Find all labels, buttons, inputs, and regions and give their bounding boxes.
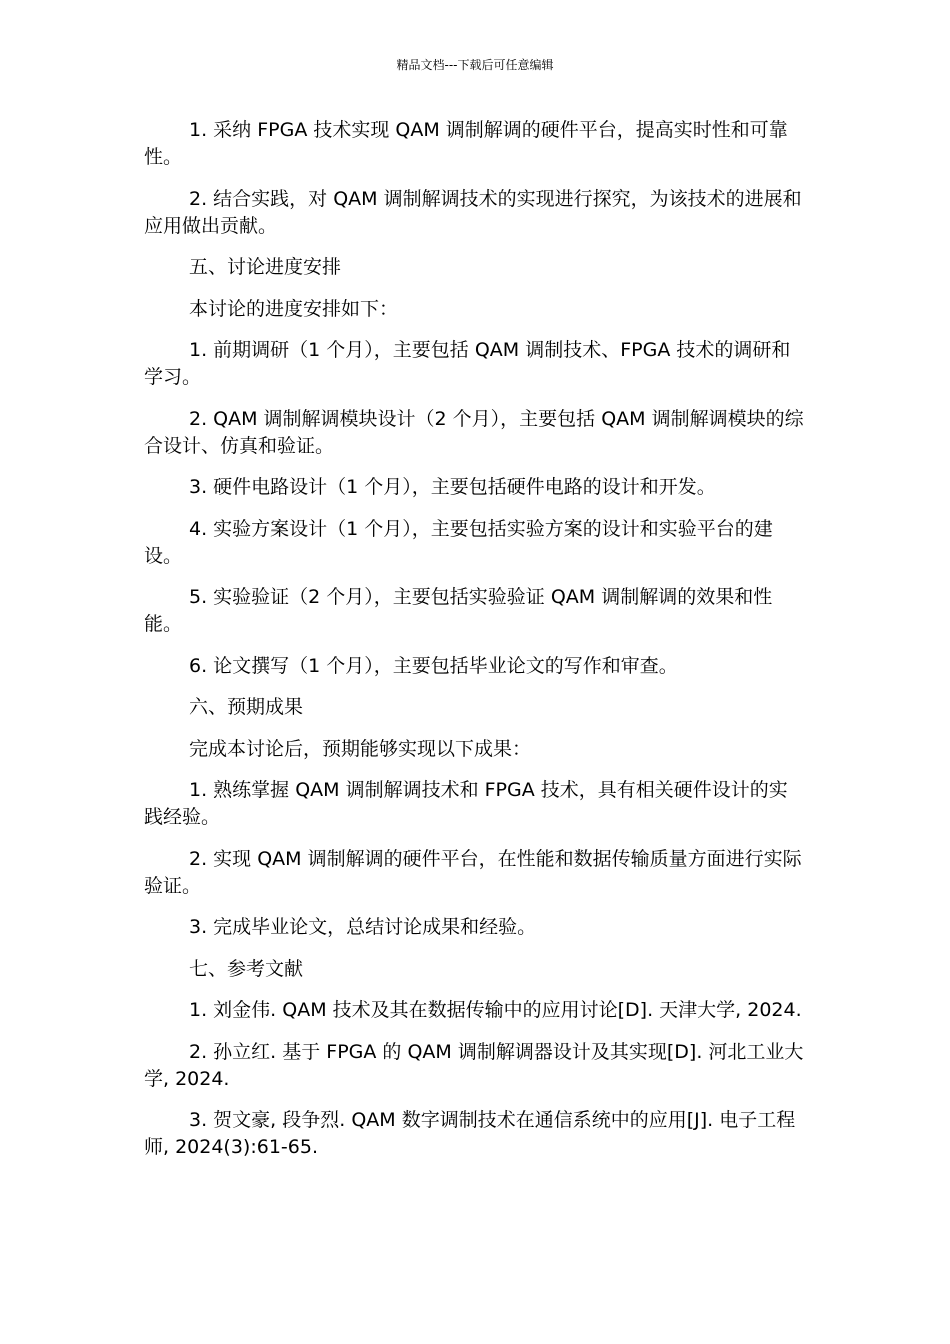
objective-2: 2. 结合实践，对 QAM 调制解调技术的实现进行探究，为该技术的进展和应用做出贡献。 xyxy=(144,187,802,237)
reference-1: 1. 刘金伟. QAM 技术及其在数据传输中的应用讨论[D]. 天津大学, 2024. xyxy=(189,999,802,1021)
document-body xyxy=(144,117,804,1176)
results-intro: 完成本讨论后，预期能够实现以下成果： xyxy=(189,737,532,760)
page-header: 精品文档---下载后可任意编辑 xyxy=(396,58,554,72)
schedule-intro: 本讨论的进度安排如下： xyxy=(189,297,399,320)
reference-2: 2. 孙立红. 基于 FPGA 的 QAM 调制解调器设计及其实现[D]. 河北工业大学, 2024. xyxy=(144,1040,804,1090)
schedule-item-1: 1. 前期调研（1 个月），主要包括 QAM 调制技术、FPGA 技术的调研和学习。 xyxy=(144,339,791,388)
result-item-3: 3. 完成毕业论文，总结讨论成果和经验。 xyxy=(189,916,537,938)
schedule-item-3: 3. 硬件电路设计（1 个月），主要包括硬件电路的设计和开发。 xyxy=(189,476,716,498)
section-heading-references: 七、参考文献 xyxy=(189,957,304,980)
objective-1: 1. 采纳 FPGA 技术实现 QAM 调制解调的硬件平台，提高实时性和可靠性。 xyxy=(144,119,788,168)
schedule-item-4: 4. 实验方案设计（1 个月），主要包括实验方案的设计和实验平台的建设。 xyxy=(144,517,773,567)
section-heading-schedule: 五、讨论进度安排 xyxy=(189,256,342,278)
result-item-2: 2. 实现 QAM 调制解调的硬件平台，在性能和数据传输质量方面进行实际验证。 xyxy=(144,847,802,897)
result-item-1: 1. 熟练掌握 QAM 调制解调技术和 FPGA 技术，具有相关硬件设计的实践经验。 xyxy=(144,779,788,828)
section-heading-results: 六、预期成果 xyxy=(189,696,304,718)
schedule-item-5: 5. 实验验证（2 个月），主要包括实验验证 QAM 调制解调的效果和性能。 xyxy=(144,586,773,635)
reference-3: 3. 贺文豪, 段争烈. QAM 数字调制技术在通信系统中的应用[J]. 电子工程师, 2024(3):61-65. xyxy=(144,1109,796,1158)
schedule-item-2: 2. QAM 调制解调模块设计（2 个月），主要包括 QAM 调制解调模块的综合设计、仿真和验证。 xyxy=(144,407,804,457)
schedule-item-6: 6. 论文撰写（1 个月），主要包括毕业论文的写作和审查。 xyxy=(189,654,678,677)
